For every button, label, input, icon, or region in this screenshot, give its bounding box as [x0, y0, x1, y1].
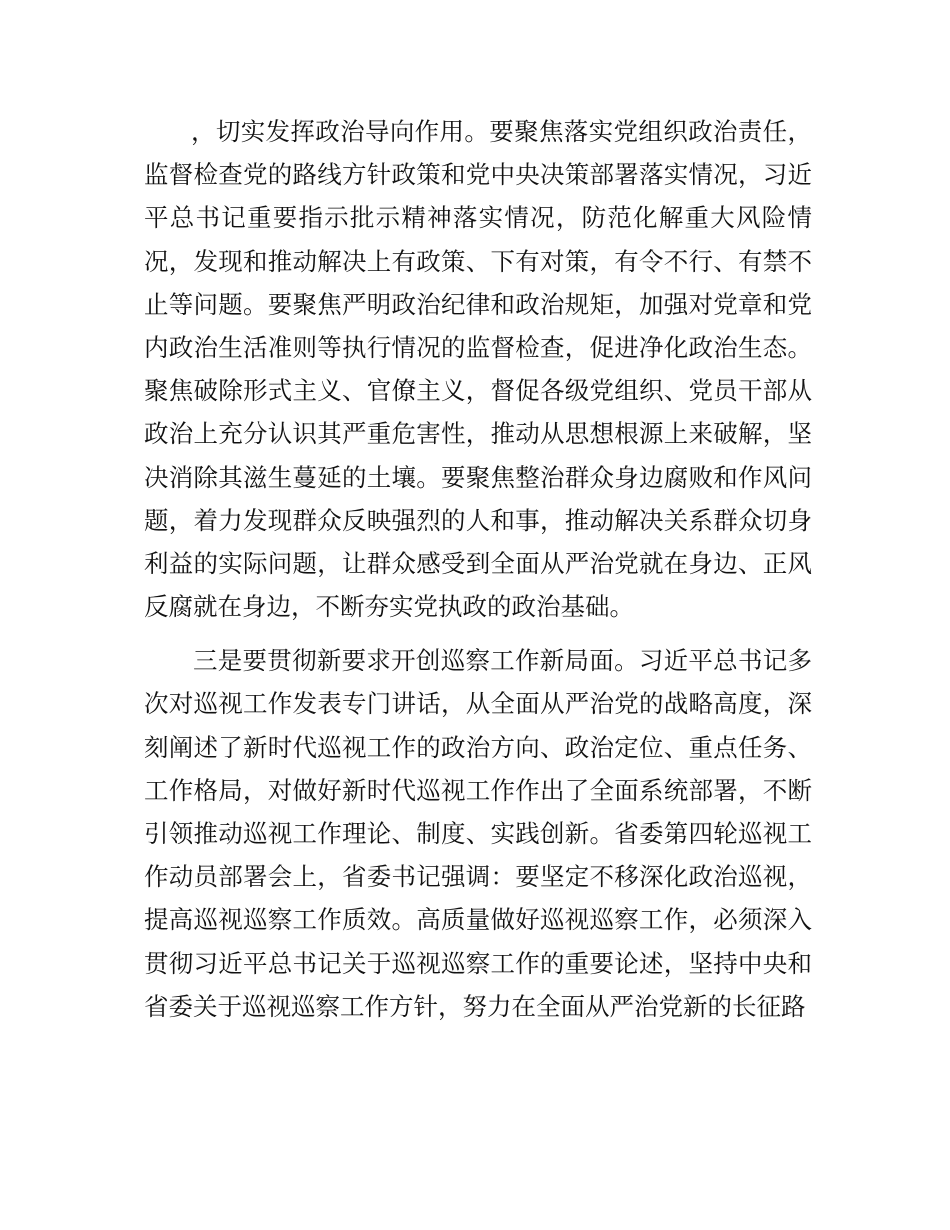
body-text: [144, 110, 812, 1028]
paragraph-inspection-work: 三是要贯彻新要求开创巡察工作新局面。习近平总书记多次对巡视工作发表专门讲话，从全面从严治党的战略高度，深刻阐述了新时代巡视工作的政治方向、政治定位、重点任务、工作格局，对做好新时代巡视工作作出了全面系统部署，不断引领推动巡视工作理论、制度、实践创新。省委第四轮巡视工作动员部署会上，省委书记强调：要坚定不移深化政治巡视，提高巡视巡察工作质效。高质量做好巡视巡察工作，必须深入贯彻习近平总书记关于巡视巡察工作的重要论述，坚持中央和省委关于巡视巡察工作方针，努力在全面从严治党新的长征路: [144, 646, 812, 1021]
paragraph-political-orientation: ，切实发挥政治导向作用。要聚焦落实党组织政治责任，监督检查党的路线方针政策和党中央决策部署落实情况，习近平总书记重要指示批示精神落实情况，防范化解重大风险情况，发现和推动解决上有政策、下有对策，有令不行、有禁不止等问题。要聚焦严明政治纪律和政治规矩，加强对党章和党内政治生活准则等执行情况的监督检查，促进净化政治生态。聚焦破除形式主义、官僚主义，督促各级党组织、党员干部从政治上充分认识其严重危害性，推动从思想根源上来破解，坚决消除其滋生蔓延的土壤。要聚焦整治群众身边腐败和作风问题，着力发现群众反映强烈的人和事，推动解决关系群众切身利益的实际问题，让群众感受到全面从严治党就在身边、正风反腐就在身边，不断夯实党执政的政治基础。: [144, 117, 812, 622]
